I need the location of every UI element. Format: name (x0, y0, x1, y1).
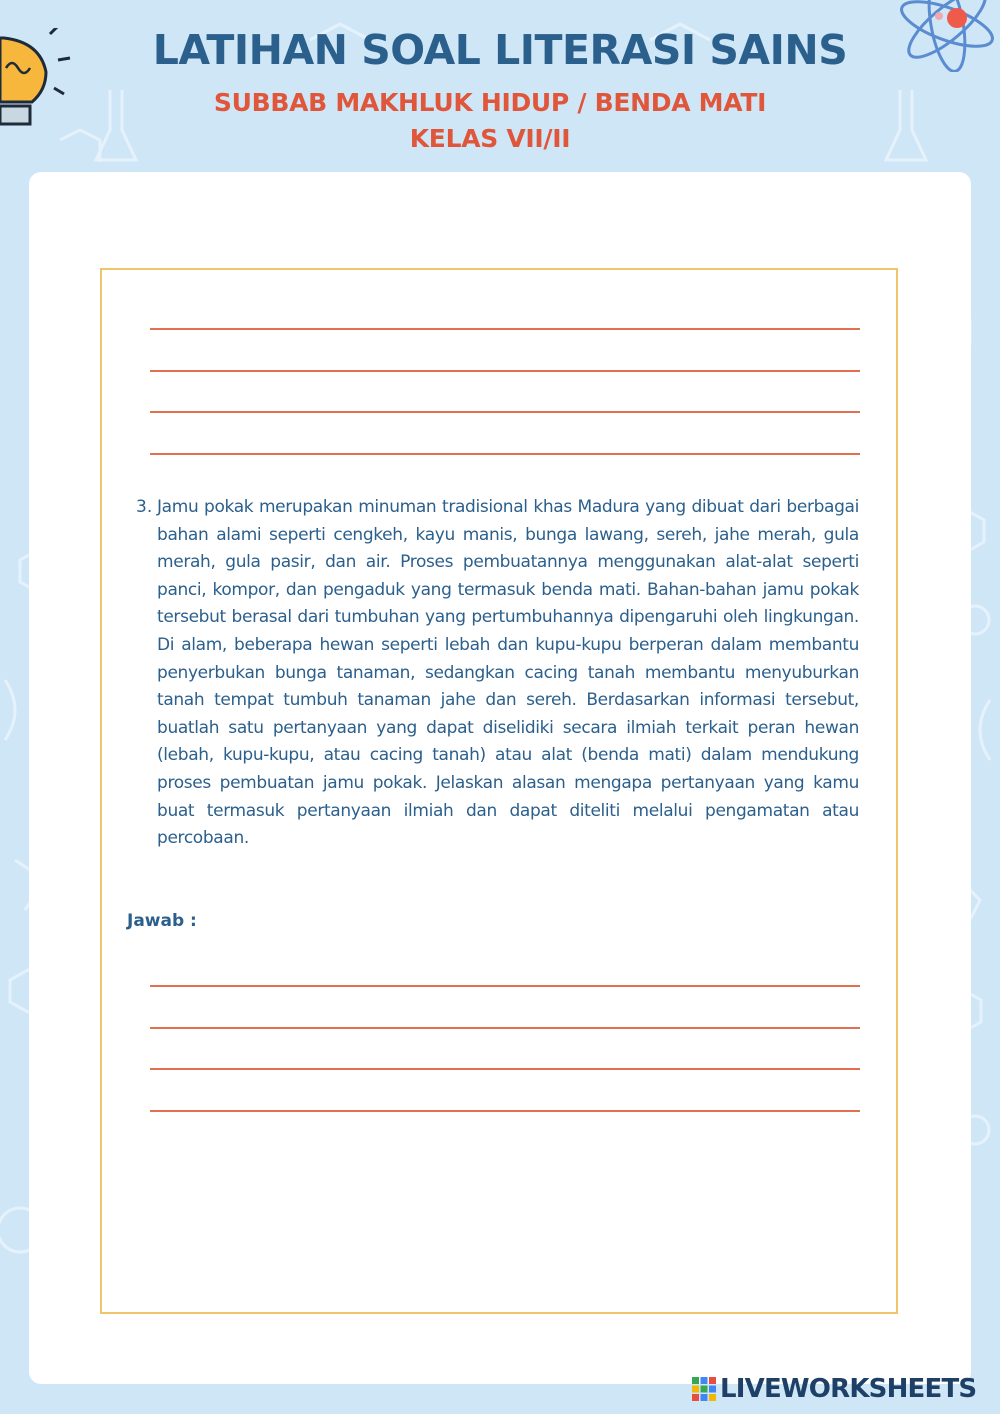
brand-name: LIVEWORKSHEETS (720, 1374, 977, 1404)
answer-line[interactable] (150, 985, 860, 987)
answer-line[interactable] (150, 1110, 860, 1112)
answer-line[interactable] (150, 328, 860, 330)
worksheet-subtitle: SUBBAB MAKHLUK HIDUP / BENDA MATI (213, 88, 767, 117)
worksheet-title: LATIHAN SOAL LITERASI SAINS (152, 26, 848, 74)
class-label: KELAS VII/II (409, 124, 571, 153)
question-number: 3. (136, 497, 153, 517)
answer-line[interactable] (150, 411, 860, 413)
answer-line[interactable] (150, 370, 860, 372)
question-text: Jamu pokak merupakan minuman tradisional khas Madura yang dibuat dari berbagai bahan alami seperti cengkeh, kayu manis, bunga lawang, sereh, jahe merah, gula merah, gula pasir, dan air. Proses pembuatannya menggunakan alat-alat seperti panci, kompor, dan pengaduk yang termasuk benda mati. Bahan-bahan jamu pokak tersebut berasal dari tumbuhan yang pertumbuhannya dipengaruhi oleh lingkungan. Di alam, beberapa hewan seperti lebah dan kupu-kupu berperan dalam membantu penyerbukan bunga tanaman, sedangkan cacing tanah membantu menyuburkan tanah tempat tumbuh tanaman jahe dan sereh. Berdasarkan informasi tersebut, buatlah satu pertanyaan yang dapat diselidiki secara ilmiah terkait peran hewan (lebah, kupu-kupu, atau cacing tanah) atau alat (benda mati) dalam mendukung proses pembuatan jamu pokak. Jelaskan alasan mengapa pertanyaan yang kamu buat termasuk pertanyaan ilmiah dan dapat diteliti melalui pengamatan atau percobaan. (157, 497, 859, 849)
answer-line[interactable] (150, 453, 860, 455)
answer-line[interactable] (150, 1068, 860, 1070)
answer-label: Jawab : (127, 911, 197, 931)
worksheet-header (0, 0, 1000, 170)
liveworksheets-brand[interactable] (692, 1371, 976, 1407)
answer-line[interactable] (150, 1027, 860, 1029)
question-item (136, 494, 860, 853)
liveworksheets-logo-icon (692, 1377, 716, 1401)
